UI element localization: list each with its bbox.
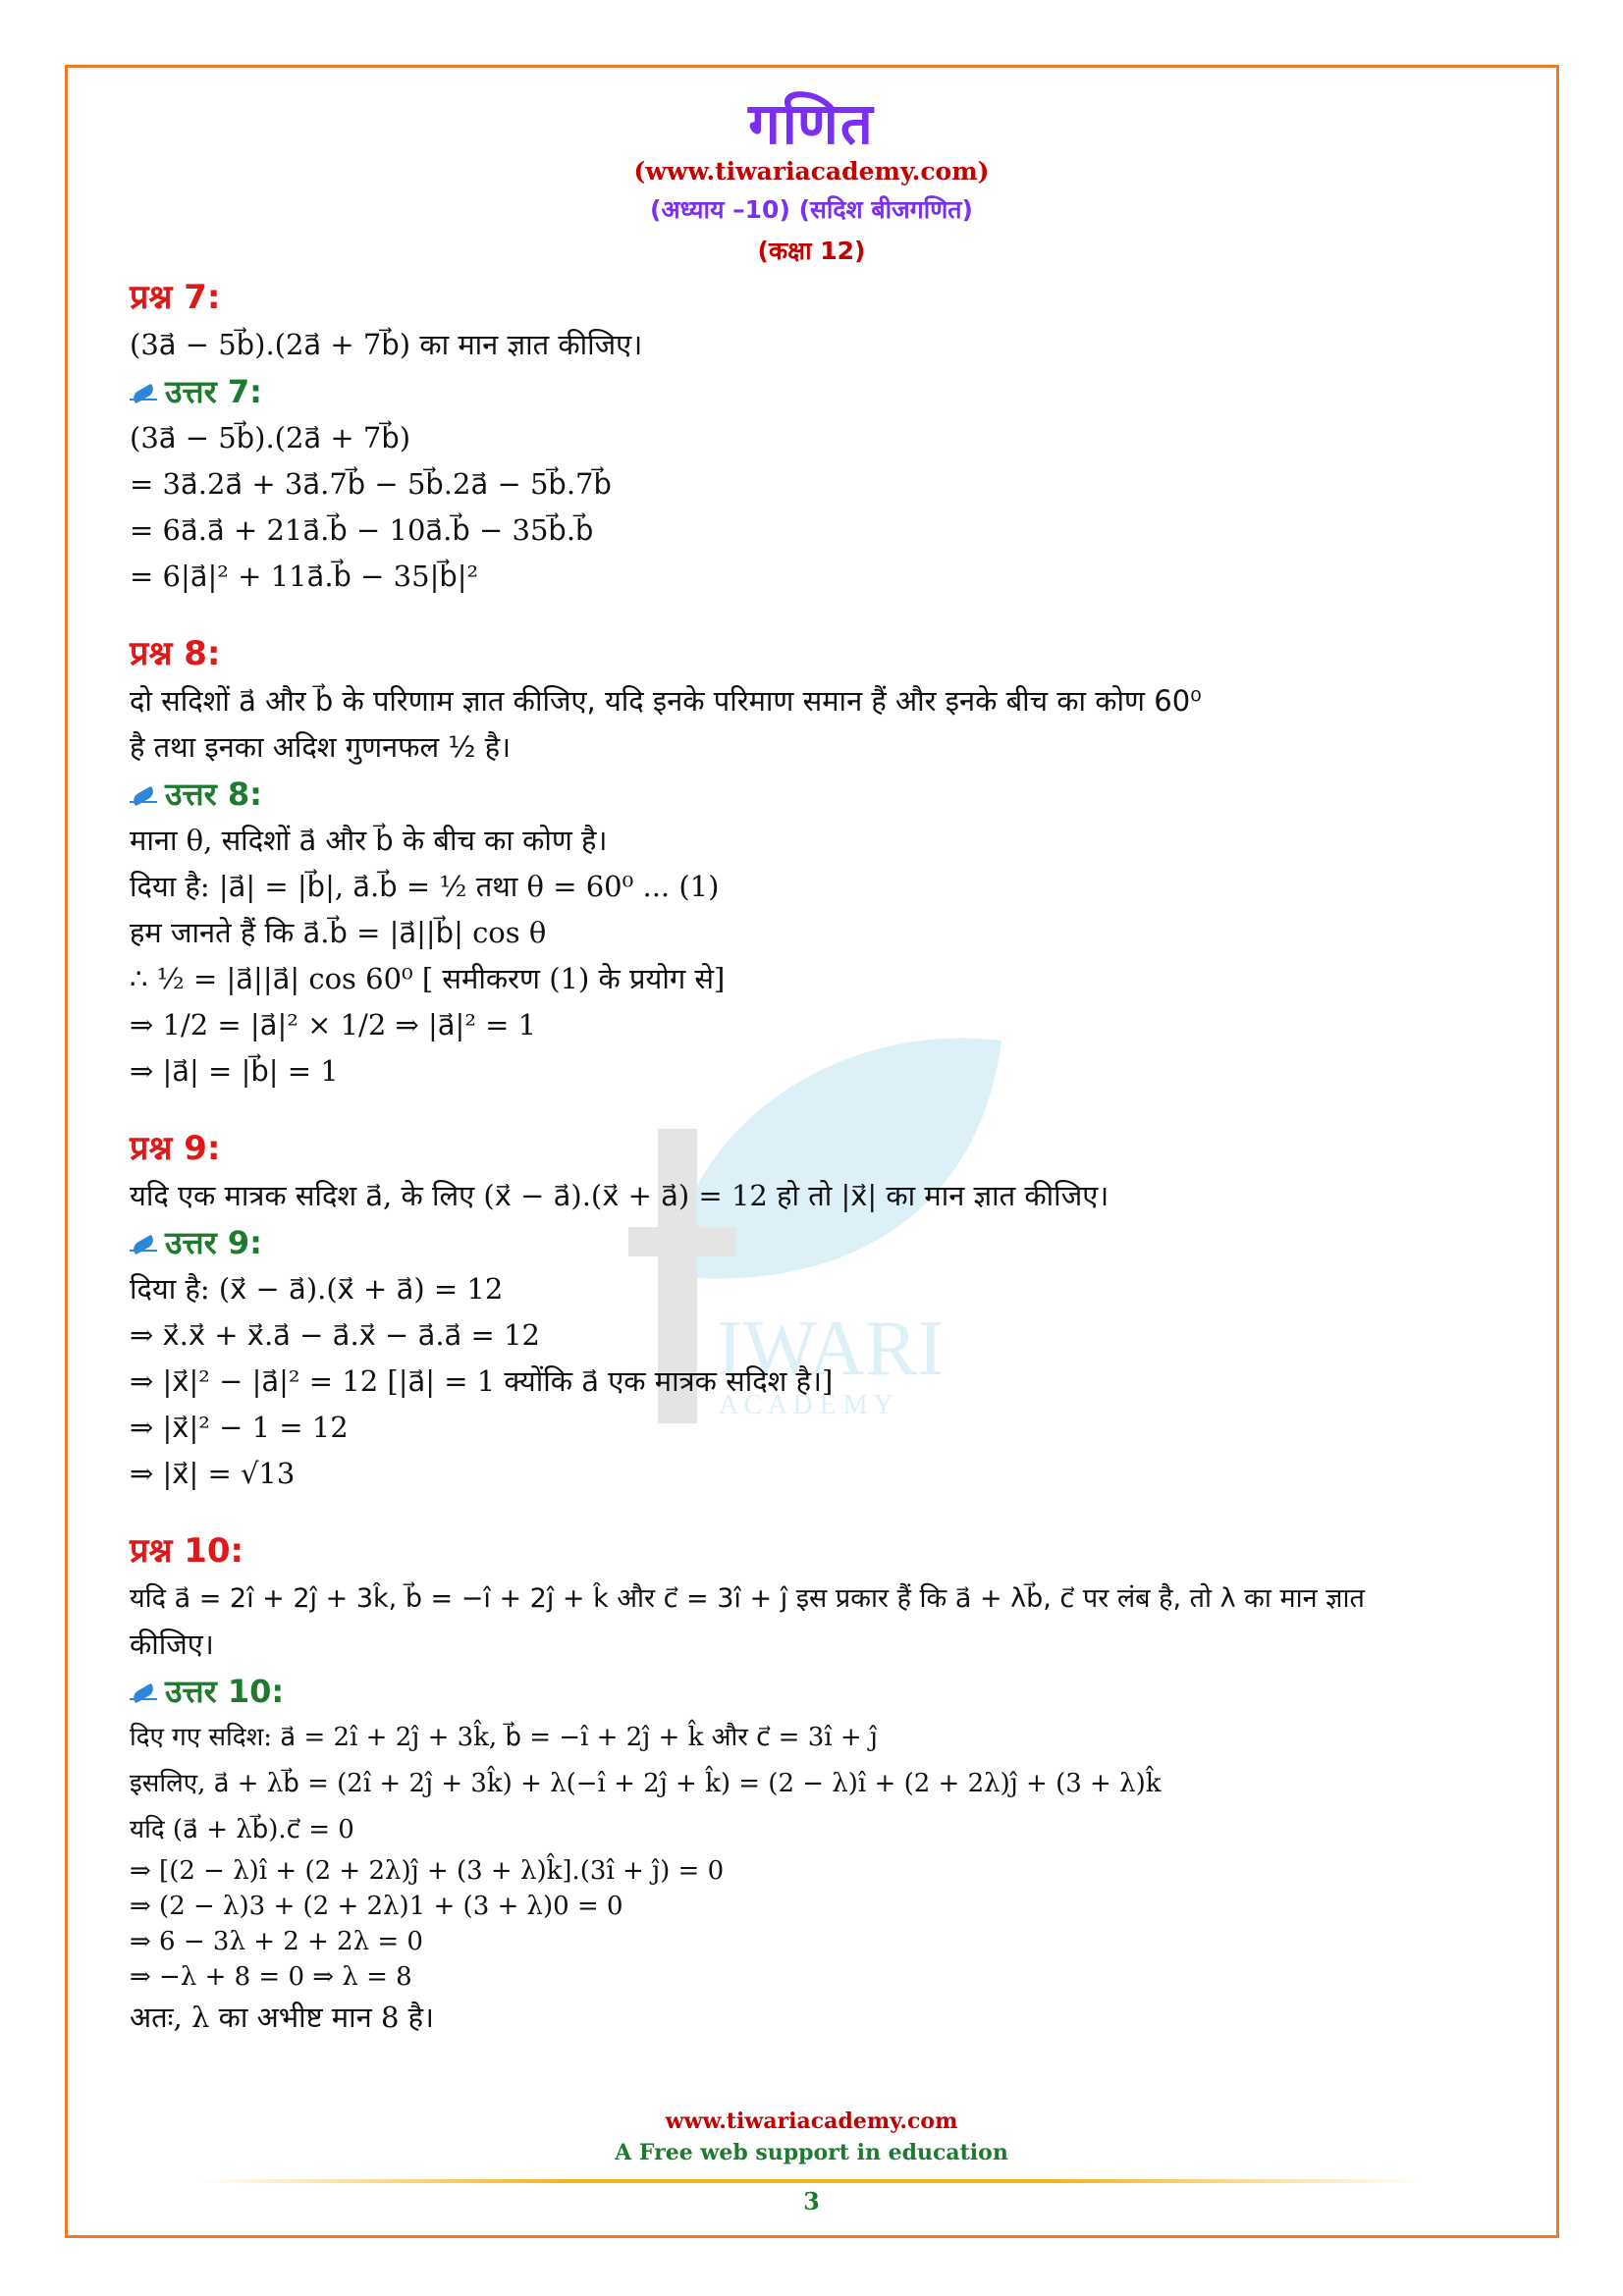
header-url: (www.tiwariacademy.com) xyxy=(633,157,990,186)
footer-url[interactable]: www.tiwariacademy.com xyxy=(665,2109,958,2134)
answer-line: दिया है: (x⃗ − a⃗).(x⃗ + a⃗) = 12 xyxy=(130,1272,504,1306)
answer-line: ⇒ |x⃗|² − |a⃗|² = 12 [|a⃗| = 1 क्योंकि a⃗ एक मात्रक सदिश है।] xyxy=(130,1364,834,1398)
answer-conclusion: अतः, λ का अभीष्ट मान 8 है। xyxy=(130,2001,435,2034)
answer-line: हम जानते हैं कि a⃗.b⃗ = |a⃗||b⃗| cos θ xyxy=(130,916,547,949)
answer-line: ⇒ 6 − 3λ + 2 + 2λ = 0 xyxy=(130,1927,423,1956)
answer-line: ⇒ x⃗.x⃗ + x⃗.a⃗ − a⃗.x⃗ − a⃗.a⃗ = 12 xyxy=(130,1318,540,1352)
pen-icon xyxy=(130,1232,161,1254)
answer-line: यदि (a⃗ + λb⃗).c⃗ = 0 xyxy=(130,1815,354,1844)
answer-line: दिया है: |a⃗| = |b⃗|, a⃗.b⃗ = ½ तथा θ = 60⁰ ... (1) xyxy=(130,870,720,903)
page-number: 3 xyxy=(803,2187,820,2216)
answer-label: उत्तर 8: xyxy=(130,771,1504,818)
question-text: है तथा इनका अदिश गुणनफल ½ है। xyxy=(130,730,512,764)
question-label: प्रश्न 10: xyxy=(130,1531,244,1571)
main-content xyxy=(130,273,1504,2041)
answer-line: माना θ, सदिशों a⃗ और b⃗ के बीच का कोण है। xyxy=(130,824,608,857)
page-title: गणित xyxy=(748,90,875,157)
answer-line: ⇒ |x⃗| = √13 xyxy=(130,1457,296,1490)
answer-line: ⇒ |x⃗|² − 1 = 12 xyxy=(130,1411,349,1444)
question-text: यदि a⃗ = 2î + 2ĵ + 3k̂, b⃗ = −î + 2ĵ + k̂ और c⃗ = 3î + ĵ इस प्रकार हैं कि a⃗ + λb⃗, c⃗ पर लंब है, तो λ का मान ज्ञात xyxy=(130,1583,1365,1614)
answer-line: ⇒ 1/2 = |a⃗|² × 1/2 ⇒ |a⃗|² = 1 xyxy=(130,1008,537,1041)
watermark-word: IWARI xyxy=(717,1306,945,1392)
answer-line: = 3a⃗.2a⃗ + 3a⃗.7b⃗ − 5b⃗.2a⃗ − 5b⃗.7b⃗ xyxy=(130,467,612,501)
header-class: (कक्षा 12) xyxy=(757,237,866,265)
answer-line: ⇒ (2 − λ)3 + (2 + 2λ)1 + (3 + λ)0 = 0 xyxy=(130,1892,623,1921)
question-text: दो सदिशों a⃗ और b⃗ के परिणाम ज्ञात कीजिए, यदि इनके परिमाण समान हैं और इनके बीच का कोण 60⁰ xyxy=(130,684,1202,718)
watermark-subword: A C A D E M Y xyxy=(719,1390,893,1420)
footer-divider xyxy=(196,2179,1424,2183)
question-label: प्रश्न 8: xyxy=(130,634,221,673)
answer-label: उत्तर 10: xyxy=(130,1668,1504,1715)
answer-line: दिए गए सदिश: a⃗ = 2î + 2ĵ + 3k̂, b⃗ = −î + 2ĵ + k̂ और c⃗ = 3î + ĵ xyxy=(130,1723,878,1752)
pen-icon xyxy=(130,1681,161,1702)
question-text: कीजिए। xyxy=(130,1628,214,1661)
answer-line: ⇒ [(2 − λ)î + (2 + 2λ)ĵ + (3 + λ)k̂].(3î + ĵ) = 0 xyxy=(130,1856,725,1886)
answer-line: ⇒ |a⃗| = |b⃗| = 1 xyxy=(130,1054,339,1088)
answer-line: = 6|a⃗|² + 11a⃗.b⃗ − 35|b⃗|² xyxy=(130,560,479,593)
answer-line: ⇒ −λ + 8 = 0 ⇒ λ = 8 xyxy=(130,1962,412,1992)
answer-label: उत्तर 7: xyxy=(130,368,1504,415)
answer-line: (3a⃗ − 5b⃗).(2a⃗ + 7b⃗) xyxy=(130,421,411,454)
question-label: प्रश्न 9: xyxy=(130,1129,221,1168)
pen-icon xyxy=(130,783,161,805)
answer-line: ∴ ½ = |a⃗||a⃗| cos 60⁰ [ समीकरण (1) के प्रयोग से] xyxy=(130,962,726,995)
answer-line: इसलिए, a⃗ + λb⃗ = (2î + 2ĵ + 3k̂) + λ(−î + 2ĵ + k̂) = (2 − λ)î + (2 + 2λ)ĵ + (3 + λ)k̂ xyxy=(130,1769,1162,1798)
header-chapter: (अध्याय –10) (सदिश बीजगणित) xyxy=(650,195,973,224)
question-label: प्रश्न 7: xyxy=(130,278,221,317)
footer-tagline: A Free web support in education xyxy=(615,2140,1008,2165)
question-text: (3a⃗ − 5b⃗).(2a⃗ + 7b⃗) का मान ज्ञात कीजिए। xyxy=(130,328,643,361)
answer-label: उत्तर 9: xyxy=(130,1219,1504,1266)
pen-icon xyxy=(130,381,161,402)
question-text: यदि एक मात्रक सदिश a⃗, के लिए (x⃗ − a⃗).(x⃗ + a⃗) = 12 हो तो |x⃗| का मान ज्ञात कीजिए। xyxy=(130,1179,1109,1212)
answer-line: = 6a⃗.a⃗ + 21a⃗.b⃗ − 10a⃗.b⃗ − 35b⃗.b⃗ xyxy=(130,513,594,547)
